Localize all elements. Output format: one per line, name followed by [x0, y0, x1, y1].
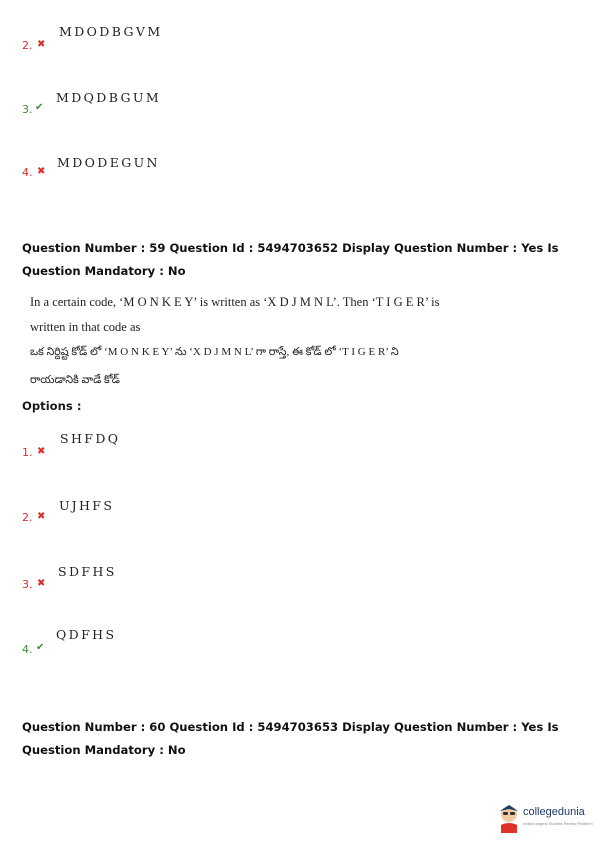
option-number: 4. — [22, 643, 33, 656]
option-number: 3. — [22, 103, 33, 116]
cross-icon: ✖ — [37, 578, 46, 589]
option-text: MDQDBGUM — [56, 90, 162, 105]
collegedunia-logo — [497, 801, 593, 835]
check-icon: ✔ — [35, 102, 44, 113]
option-text: UJHFS — [59, 498, 115, 513]
check-icon: ✔ — [36, 642, 45, 653]
option-text: MDODBGVM — [59, 24, 163, 39]
option-text: MDODEGUN — [57, 155, 160, 170]
option-text: SDFHS — [58, 564, 117, 579]
cross-icon: ✖ — [37, 39, 46, 50]
question-header: Question Number : 59 Question Id : 5494703652 Display Question Number : Yes Is Question Mandatory : No — [22, 241, 559, 278]
option-number: 4. — [22, 166, 33, 179]
logo-mascot-icon — [497, 803, 521, 833]
option-number: 1. — [22, 446, 33, 459]
question-text-telugu: ఒక నిర్దిష్ట కోడ్ లో ‘M O N K E Y’ ను ‘X D J M N L’ గా రాస్తే, ఈ కోడ్ లో ‘T I G E R’ ని — [30, 346, 399, 358]
cross-icon: ✖ — [37, 166, 46, 177]
option-text: QDFHS — [56, 627, 117, 642]
option-number: 2. — [22, 39, 33, 52]
option-number: 2. — [22, 511, 33, 524]
question-text-telugu: రాయడానికి వాడే కోడ్ — [30, 374, 120, 386]
option-number: 3. — [22, 578, 33, 591]
logo-name: collegedunia — [523, 806, 585, 818]
cross-icon: ✖ — [37, 446, 46, 457]
options-label: Options : — [22, 399, 82, 413]
question-header: Question Number : 60 Question Id : 5494703653 Display Question Number : Yes Is Question Mandatory : No — [22, 720, 559, 757]
logo-tagline: India's largest Student Review Platform — [523, 821, 593, 826]
question-text: written in that code as — [30, 320, 141, 334]
question-text: In a certain code, ‘M O N K E Y’ is written as ‘X D J M N L’. Then ‘T I G E R’ is — [30, 295, 440, 309]
option-text: SHFDQ — [60, 431, 121, 446]
cross-icon: ✖ — [37, 511, 46, 522]
